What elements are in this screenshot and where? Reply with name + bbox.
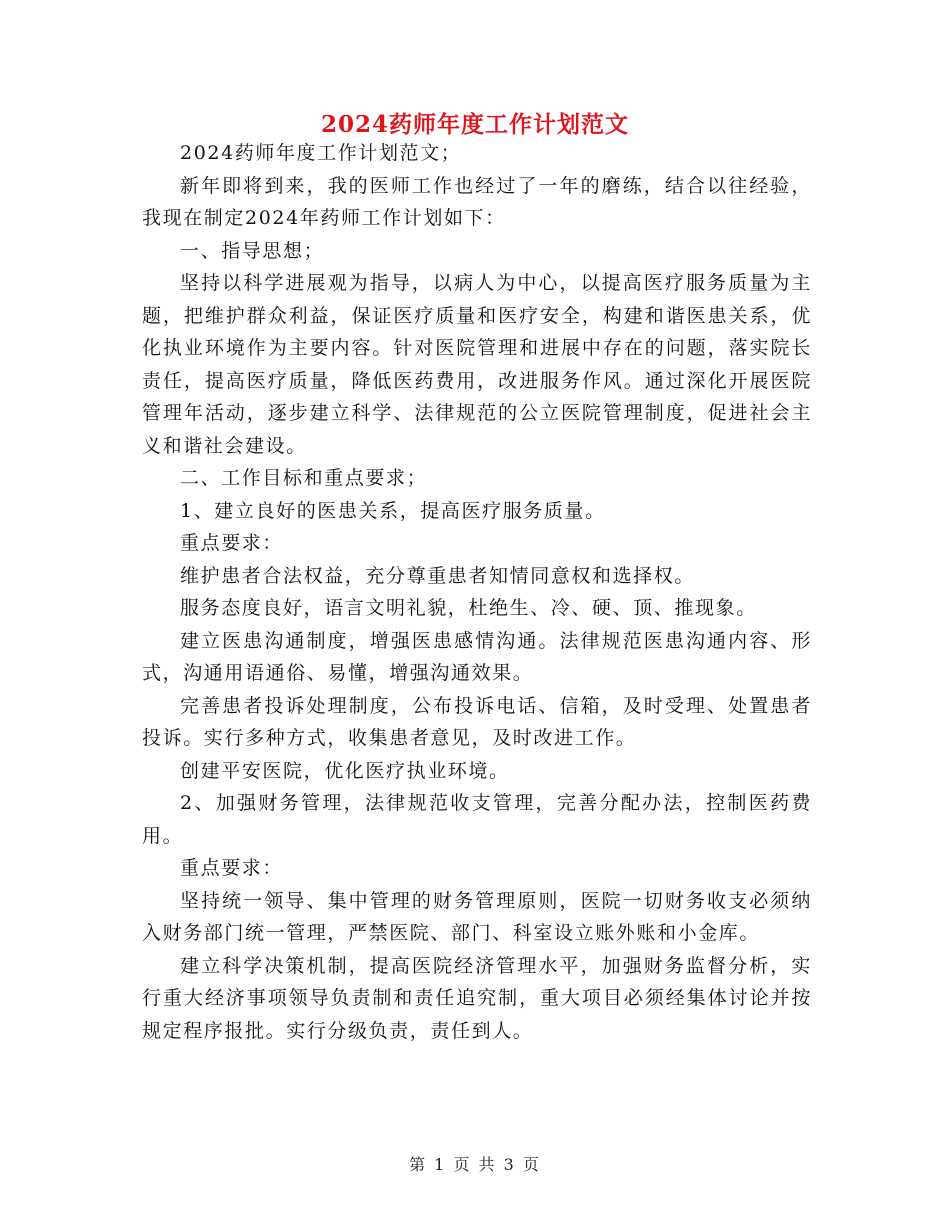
section-heading: 一、指导思想；: [180, 239, 325, 262]
paragraph: 建立医患沟通制度，增强医患感情沟通。法律规范医患沟通内容、形式，沟通用语通俗、易懂，增强沟通效果。: [142, 629, 812, 684]
paragraph: 坚持以科学进展观为指导，以病人为中心，以提高医疗服务质量为主题，把维护群众利益，保证医疗质量和医疗安全，构建和谐医患关系，优化执业环境作为主要内容。针对医院管理和进展中存在的问题，落实院长责任，提高医疗质量，降低医药费用，改进服务作风。通过深化开展医院管理年活动，逐步建立科学、法律规范的公立医院管理制度，促进社会主义和谐社会建设。: [142, 272, 812, 457]
paragraph: 新年即将到来，我的医师工作也经过了一年的磨练，结合以往经验，我现在制定2024年药师工作计划如下：: [142, 174, 812, 229]
subsection-heading: 1、建立良好的医患关系，提高医疗服务质量。: [180, 499, 606, 522]
document-title: 2024药师年度工作计划范文: [320, 111, 629, 138]
label: 重点要求：: [180, 857, 284, 879]
paragraph: 维护患者合法权益，充分尊重患者知情同意权和选择权。: [180, 564, 696, 587]
document-body: [142, 137, 812, 1047]
paragraph: 坚持统一领导、集中管理的财务管理原则，医院一切财务收支必须纳入财务部门统一管理，严禁医院、部门、科室设立账外账和小金库。: [142, 889, 812, 944]
paragraph: 服务态度良好，语言文明礼貌，杜绝生、冷、硬、顶、推现象。: [180, 597, 757, 619]
page-footer: 第 1 页 共 3 页: [409, 1155, 541, 1174]
label: 重点要求：: [180, 532, 284, 554]
paragraph: 2024药师年度工作计划范文；: [180, 142, 462, 164]
subsection-heading: 2、加强财务管理，法律规范收支管理，完善分配办法，控制医药费用。: [142, 792, 812, 847]
paragraph: 建立科学决策机制，提高医院经济管理水平，加强财务监督分析，实行重大经济事项领导负责制和责任追究制，重大项目必须经集体讨论并按规定程序报批。实行分级负责，责任到人。: [142, 954, 812, 1042]
section-heading: 二、工作目标和重点要求；: [180, 467, 428, 489]
paragraph: 创建平安医院，优化医疗执业环境。: [180, 759, 510, 782]
paragraph: 完善患者投诉处理制度，公布投诉电话、信箱，及时受理、处置患者投诉。实行多种方式，收集患者意见，及时改进工作。: [142, 694, 812, 749]
